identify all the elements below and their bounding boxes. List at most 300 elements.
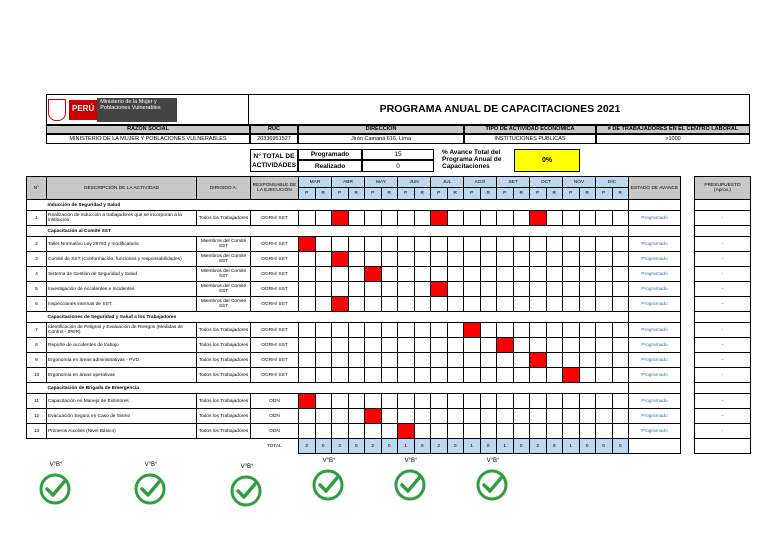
cell-p-abr bbox=[332, 338, 349, 353]
row-number: 10 bbox=[27, 368, 47, 383]
cell-p-dic bbox=[596, 252, 613, 267]
check-circle-icon bbox=[475, 468, 509, 502]
total-value: 2 bbox=[299, 439, 316, 454]
razon-label: RAZÓN SOCIAL bbox=[46, 125, 250, 134]
cell-r-jun bbox=[414, 353, 431, 368]
cell-r-abr bbox=[348, 368, 365, 383]
approval-check bbox=[229, 464, 265, 508]
cell-r-oct bbox=[546, 252, 563, 267]
divider bbox=[248, 94, 249, 125]
cell-r-abr bbox=[348, 353, 365, 368]
cell-r-mar bbox=[315, 338, 332, 353]
cell-r-oct bbox=[546, 424, 563, 439]
cell-r-mar bbox=[315, 353, 332, 368]
cell-r-mar bbox=[315, 211, 332, 226]
check-circle-icon bbox=[393, 468, 427, 502]
p-header: P bbox=[365, 188, 382, 200]
p-header: P bbox=[398, 188, 415, 200]
cell-p-mar bbox=[299, 394, 316, 409]
cell-p-ago bbox=[464, 323, 481, 338]
cell-r-ago bbox=[480, 409, 497, 424]
row-gap bbox=[681, 338, 695, 353]
cell-p-set bbox=[497, 409, 514, 424]
cell-r-oct bbox=[546, 368, 563, 383]
cell-p-jul bbox=[431, 237, 448, 252]
row-presupuesto: - bbox=[695, 252, 751, 267]
row-number: 1 bbox=[27, 211, 47, 226]
row-presupuesto: - bbox=[695, 267, 751, 282]
r-header: R bbox=[447, 188, 464, 200]
row-gap bbox=[681, 409, 695, 424]
cell-r-jul bbox=[447, 368, 464, 383]
r-header: R bbox=[315, 188, 332, 200]
row-number: 11 bbox=[27, 394, 47, 409]
cell-r-abr bbox=[348, 237, 365, 252]
cell-r-may bbox=[381, 368, 398, 383]
cell-r-may bbox=[381, 267, 398, 282]
total-value: 0 bbox=[596, 439, 613, 454]
cell-p-jun bbox=[398, 282, 415, 297]
approval-label: V°B° bbox=[144, 462, 158, 468]
cell-r-jul bbox=[447, 394, 464, 409]
cell-p-set bbox=[497, 338, 514, 353]
cell-p-mar bbox=[299, 368, 316, 383]
cell-p-nov bbox=[563, 267, 580, 282]
logo-country: PERÚ bbox=[69, 100, 97, 120]
activity-row bbox=[27, 368, 751, 383]
cell-r-nov bbox=[579, 368, 596, 383]
header-n: N° bbox=[27, 177, 47, 200]
cell-r-abr bbox=[348, 323, 365, 338]
page-title: PROGRAMA ANUAL DE CAPACITACIONES 2021 bbox=[379, 103, 621, 115]
cell-r-may bbox=[381, 282, 398, 297]
cell-p-abr bbox=[332, 323, 349, 338]
cell-r-oct bbox=[546, 409, 563, 424]
check-circle-icon bbox=[133, 472, 167, 506]
cell-r-jul bbox=[447, 237, 464, 252]
cell-r-oct bbox=[546, 267, 563, 282]
cell-r-may bbox=[381, 211, 398, 226]
cell-p-jul bbox=[431, 211, 448, 226]
cell-p-abr bbox=[332, 368, 349, 383]
cell-p-nov bbox=[563, 353, 580, 368]
row-number: 2 bbox=[27, 237, 47, 252]
section-row bbox=[27, 312, 751, 323]
avance-value: 0% bbox=[514, 149, 580, 172]
row-responsable: OGRH/ SST bbox=[251, 323, 299, 338]
check-circle-icon bbox=[229, 474, 263, 508]
cell-r-oct bbox=[546, 353, 563, 368]
cell-r-mar bbox=[315, 267, 332, 282]
row-gap bbox=[681, 297, 695, 312]
cell-r-mar bbox=[315, 297, 332, 312]
row-gap bbox=[681, 237, 695, 252]
row-status: Programado bbox=[629, 237, 681, 252]
row-gap bbox=[681, 267, 695, 282]
cell-r-set bbox=[513, 338, 530, 353]
row-responsable: ODN bbox=[251, 394, 299, 409]
row-responsable: OGRH/ SST bbox=[251, 237, 299, 252]
razon-value: MINISTERIO DE LA MUJER Y POBLACIONES VULNERABLES bbox=[46, 134, 250, 144]
cell-r-ago bbox=[480, 282, 497, 297]
ruc-label: RUC bbox=[250, 125, 298, 134]
cell-p-ago bbox=[464, 368, 481, 383]
row-presupuesto: - bbox=[695, 211, 751, 226]
trab-label: # DE TRABAJADORES EN EL CENTRO LABORAL bbox=[596, 125, 750, 134]
section-spacer bbox=[27, 383, 47, 394]
cell-p-nov bbox=[563, 424, 580, 439]
cell-r-dic bbox=[612, 338, 629, 353]
row-status: Programado bbox=[629, 252, 681, 267]
total-row bbox=[27, 439, 751, 454]
month-header: JUL bbox=[431, 177, 464, 188]
cell-p-may bbox=[365, 368, 382, 383]
cell-r-jul bbox=[447, 211, 464, 226]
cell-r-ago bbox=[480, 368, 497, 383]
cell-p-mar bbox=[299, 252, 316, 267]
cell-p-ago bbox=[464, 252, 481, 267]
cell-r-dic bbox=[612, 353, 629, 368]
total-value: 3 bbox=[332, 439, 349, 454]
month-header: JUN bbox=[398, 177, 431, 188]
cell-p-jun bbox=[398, 353, 415, 368]
section-spacer bbox=[27, 312, 47, 323]
cell-p-oct bbox=[530, 338, 547, 353]
cell-p-abr bbox=[332, 237, 349, 252]
cell-p-dic bbox=[596, 353, 613, 368]
header-presupuesto: PRESUPUESTO (Aprox.) bbox=[695, 177, 751, 200]
cell-p-mar bbox=[299, 282, 316, 297]
row-responsable: ODN bbox=[251, 424, 299, 439]
cell-r-jun bbox=[414, 394, 431, 409]
cell-p-ago bbox=[464, 409, 481, 424]
cell-r-mar bbox=[315, 394, 332, 409]
row-dirigido: Todos los Trabajadores bbox=[197, 323, 251, 338]
cell-p-may bbox=[365, 267, 382, 282]
cell-r-may bbox=[381, 409, 398, 424]
cell-r-nov bbox=[579, 237, 596, 252]
cell-p-jul bbox=[431, 368, 448, 383]
cell-r-set bbox=[513, 409, 530, 424]
cell-p-jun bbox=[398, 424, 415, 439]
total-value: 0 bbox=[612, 439, 629, 454]
cell-r-nov bbox=[579, 282, 596, 297]
activity-row bbox=[27, 394, 751, 409]
approval-label: V°B° bbox=[240, 464, 254, 470]
section-spacer bbox=[629, 200, 681, 211]
row-dirigido: Todos los Trabajadores bbox=[197, 368, 251, 383]
cell-p-may bbox=[365, 424, 382, 439]
row-responsable: OGRH/ SST bbox=[251, 252, 299, 267]
cell-r-jun bbox=[414, 338, 431, 353]
cell-p-jul bbox=[431, 267, 448, 282]
header-desc: DESCRIPCIÓN DE LA ACTIVIDAD bbox=[47, 177, 197, 200]
row-dirigido: Todos los Trabajadores bbox=[197, 338, 251, 353]
row-status: Programado bbox=[629, 267, 681, 282]
total-value: 1 bbox=[497, 439, 514, 454]
p-header: P bbox=[332, 188, 349, 200]
section-title: Capacitaciones de Seguridad y Salud a los Trabajadores bbox=[47, 312, 629, 323]
cell-p-dic bbox=[596, 267, 613, 282]
cell-r-jun bbox=[414, 297, 431, 312]
cell-p-mar bbox=[299, 338, 316, 353]
cell-r-nov bbox=[579, 338, 596, 353]
cell-p-dic bbox=[596, 338, 613, 353]
row-presupuesto: - bbox=[695, 424, 751, 439]
section-spacer bbox=[629, 383, 681, 394]
p-header: P bbox=[299, 188, 316, 200]
cell-r-oct bbox=[546, 323, 563, 338]
cell-r-oct bbox=[546, 338, 563, 353]
month-header: SET bbox=[497, 177, 530, 188]
row-description: Comité de SST (Conformación, funciones y responsabilidades) bbox=[47, 252, 197, 267]
check-circle-icon bbox=[38, 472, 72, 506]
cell-r-dic bbox=[612, 323, 629, 338]
row-status: Programado bbox=[629, 297, 681, 312]
cell-p-dic bbox=[596, 409, 613, 424]
activity-row bbox=[27, 409, 751, 424]
row-responsable: OGRH/ SST bbox=[251, 211, 299, 226]
cell-r-may bbox=[381, 297, 398, 312]
row-gap bbox=[681, 252, 695, 267]
cell-r-jul bbox=[447, 323, 464, 338]
cell-r-nov bbox=[579, 211, 596, 226]
total-value: 0 bbox=[348, 439, 365, 454]
cell-p-dic bbox=[596, 237, 613, 252]
cell-r-dic bbox=[612, 252, 629, 267]
row-number: 9 bbox=[27, 353, 47, 368]
cell-p-may bbox=[365, 394, 382, 409]
cell-r-dic bbox=[612, 368, 629, 383]
cell-p-nov bbox=[563, 252, 580, 267]
total-value: 2 bbox=[530, 439, 547, 454]
cell-r-jun bbox=[414, 368, 431, 383]
row-gap bbox=[681, 424, 695, 439]
row-description: Sistema de Gestión de Seguridad y Salud bbox=[47, 267, 197, 282]
total-spacer bbox=[197, 439, 251, 454]
cell-p-dic bbox=[596, 424, 613, 439]
header-row bbox=[27, 177, 751, 188]
approval-label: V°B° bbox=[322, 458, 336, 464]
tipo-label: TIPO DE ACTIVIDAD ECONOMICA bbox=[464, 125, 596, 134]
row-presupuesto: - bbox=[695, 282, 751, 297]
programado-label: Programado bbox=[298, 149, 362, 160]
cell-p-may bbox=[365, 211, 382, 226]
cell-p-set bbox=[497, 323, 514, 338]
r-header: R bbox=[612, 188, 629, 200]
p-header: P bbox=[464, 188, 481, 200]
cell-r-may bbox=[381, 237, 398, 252]
row-dirigido: Todos los Trabajadores bbox=[197, 409, 251, 424]
cell-p-abr bbox=[332, 267, 349, 282]
cell-p-ago bbox=[464, 211, 481, 226]
row-description: Capacitación en Manejo de Extintores bbox=[47, 394, 197, 409]
cell-p-set bbox=[497, 394, 514, 409]
cell-p-dic bbox=[596, 297, 613, 312]
row-responsable: OGRH/ SST bbox=[251, 338, 299, 353]
row-number: 3 bbox=[27, 252, 47, 267]
section-spacer bbox=[629, 226, 681, 237]
cell-p-mar bbox=[299, 353, 316, 368]
r-header: R bbox=[513, 188, 530, 200]
cell-r-set bbox=[513, 297, 530, 312]
cell-r-nov bbox=[579, 424, 596, 439]
cell-r-jul bbox=[447, 282, 464, 297]
row-presupuesto: - bbox=[695, 338, 751, 353]
section-gap bbox=[681, 312, 695, 323]
row-description: Taller Normativo Ley 29783 y modificatoria bbox=[47, 237, 197, 252]
row-status: Programado bbox=[629, 424, 681, 439]
cell-r-abr bbox=[348, 282, 365, 297]
cell-p-jun bbox=[398, 323, 415, 338]
cell-p-oct bbox=[530, 353, 547, 368]
dir-label: DIRECCIÓN bbox=[298, 125, 464, 134]
section-row bbox=[27, 200, 751, 211]
cell-r-jul bbox=[447, 409, 464, 424]
cell-r-jun bbox=[414, 282, 431, 297]
r-header: R bbox=[480, 188, 497, 200]
cell-r-may bbox=[381, 338, 398, 353]
approval-label: V°B° bbox=[49, 462, 63, 468]
section-spacer bbox=[629, 312, 681, 323]
cell-r-nov bbox=[579, 252, 596, 267]
row-dirigido: Todos los Trabajadores bbox=[197, 424, 251, 439]
total-pres bbox=[695, 439, 751, 454]
cell-r-set bbox=[513, 237, 530, 252]
cell-r-may bbox=[381, 323, 398, 338]
row-number: 13 bbox=[27, 424, 47, 439]
cell-r-abr bbox=[348, 394, 365, 409]
cell-r-oct bbox=[546, 282, 563, 297]
row-number: 12 bbox=[27, 409, 47, 424]
cell-r-dic bbox=[612, 409, 629, 424]
cell-r-mar bbox=[315, 409, 332, 424]
row-status: Programado bbox=[629, 368, 681, 383]
cell-r-oct bbox=[546, 211, 563, 226]
header-dirigido: DIRIGIDO A: bbox=[197, 177, 251, 200]
section-spacer bbox=[27, 226, 47, 237]
row-presupuesto: - bbox=[695, 409, 751, 424]
section-row bbox=[27, 383, 751, 394]
month-header: OCT bbox=[530, 177, 563, 188]
section-gap bbox=[681, 200, 695, 211]
cell-p-mar bbox=[299, 237, 316, 252]
cell-p-oct bbox=[530, 297, 547, 312]
header-responsable: RESPONSABLE DE LA EJECUCIÓN bbox=[251, 177, 299, 200]
trab-value: >1000 bbox=[596, 134, 750, 144]
cell-r-oct bbox=[546, 237, 563, 252]
total-value: 0 bbox=[480, 439, 497, 454]
cell-p-jun bbox=[398, 409, 415, 424]
cell-p-abr bbox=[332, 409, 349, 424]
cell-r-jul bbox=[447, 252, 464, 267]
row-gap bbox=[681, 323, 695, 338]
row-presupuesto: - bbox=[695, 323, 751, 338]
row-description: Reporte de accidentes de trabajo bbox=[47, 338, 197, 353]
row-gap bbox=[681, 394, 695, 409]
row-responsable: OGRH/ SST bbox=[251, 282, 299, 297]
cell-p-oct bbox=[530, 424, 547, 439]
cell-r-abr bbox=[348, 297, 365, 312]
cell-r-dic bbox=[612, 267, 629, 282]
row-presupuesto: - bbox=[695, 368, 751, 383]
row-dirigido: Miembros del Comité SST bbox=[197, 237, 251, 252]
p-header: P bbox=[596, 188, 613, 200]
cell-r-ago bbox=[480, 211, 497, 226]
total-value: 0 bbox=[381, 439, 398, 454]
cell-r-may bbox=[381, 252, 398, 267]
cell-r-jul bbox=[447, 297, 464, 312]
cell-p-abr bbox=[332, 424, 349, 439]
cell-r-may bbox=[381, 424, 398, 439]
tipo-value: INSTITUCIONES PUBLICAS bbox=[464, 134, 596, 144]
total-label: TOTAL bbox=[266, 443, 282, 449]
cell-r-jun bbox=[414, 424, 431, 439]
cell-p-may bbox=[365, 323, 382, 338]
row-presupuesto: - bbox=[695, 297, 751, 312]
cell-p-mar bbox=[299, 211, 316, 226]
cell-r-set bbox=[513, 353, 530, 368]
cell-p-ago bbox=[464, 267, 481, 282]
logo-ministry: Ministerio de la Mujer y Poblaciones Vulnerables bbox=[97, 98, 177, 122]
realizado-value: 0 bbox=[362, 160, 434, 172]
approval-label: V°B° bbox=[486, 458, 500, 464]
cell-r-set bbox=[513, 252, 530, 267]
section-spacer bbox=[695, 383, 751, 394]
cell-r-abr bbox=[348, 267, 365, 282]
cell-r-set bbox=[513, 323, 530, 338]
ministry-logo bbox=[48, 97, 186, 123]
cell-p-nov bbox=[563, 368, 580, 383]
row-status: Programado bbox=[629, 409, 681, 424]
cell-p-may bbox=[365, 252, 382, 267]
cell-r-set bbox=[513, 211, 530, 226]
cell-p-may bbox=[365, 353, 382, 368]
cell-p-set bbox=[497, 353, 514, 368]
cell-p-oct bbox=[530, 394, 547, 409]
activities-table bbox=[26, 176, 751, 454]
cell-r-jun bbox=[414, 252, 431, 267]
r-header: R bbox=[414, 188, 431, 200]
cell-p-dic bbox=[596, 368, 613, 383]
month-header: MAY bbox=[365, 177, 398, 188]
p-header: P bbox=[497, 188, 514, 200]
cell-p-nov bbox=[563, 394, 580, 409]
r-header: R bbox=[579, 188, 596, 200]
cell-p-jun bbox=[398, 211, 415, 226]
row-responsable: OGRH/ SST bbox=[251, 297, 299, 312]
activity-row bbox=[27, 297, 751, 312]
cell-r-jun bbox=[414, 267, 431, 282]
row-responsable: ODN bbox=[251, 409, 299, 424]
row-responsable: OGRH/ SST bbox=[251, 368, 299, 383]
cell-r-dic bbox=[612, 424, 629, 439]
header-estado: ESTADO DE AVANCE bbox=[629, 177, 681, 200]
total-spacer bbox=[47, 439, 197, 454]
cell-r-abr bbox=[348, 409, 365, 424]
row-number: 6 bbox=[27, 297, 47, 312]
activity-row bbox=[27, 282, 751, 297]
cell-r-set bbox=[513, 394, 530, 409]
cell-p-jun bbox=[398, 237, 415, 252]
activity-row bbox=[27, 323, 751, 338]
cell-p-set bbox=[497, 297, 514, 312]
cell-p-set bbox=[497, 424, 514, 439]
r-header: R bbox=[546, 188, 563, 200]
approval-check bbox=[38, 462, 74, 506]
total-value: 2 bbox=[365, 439, 382, 454]
cell-r-ago bbox=[480, 353, 497, 368]
